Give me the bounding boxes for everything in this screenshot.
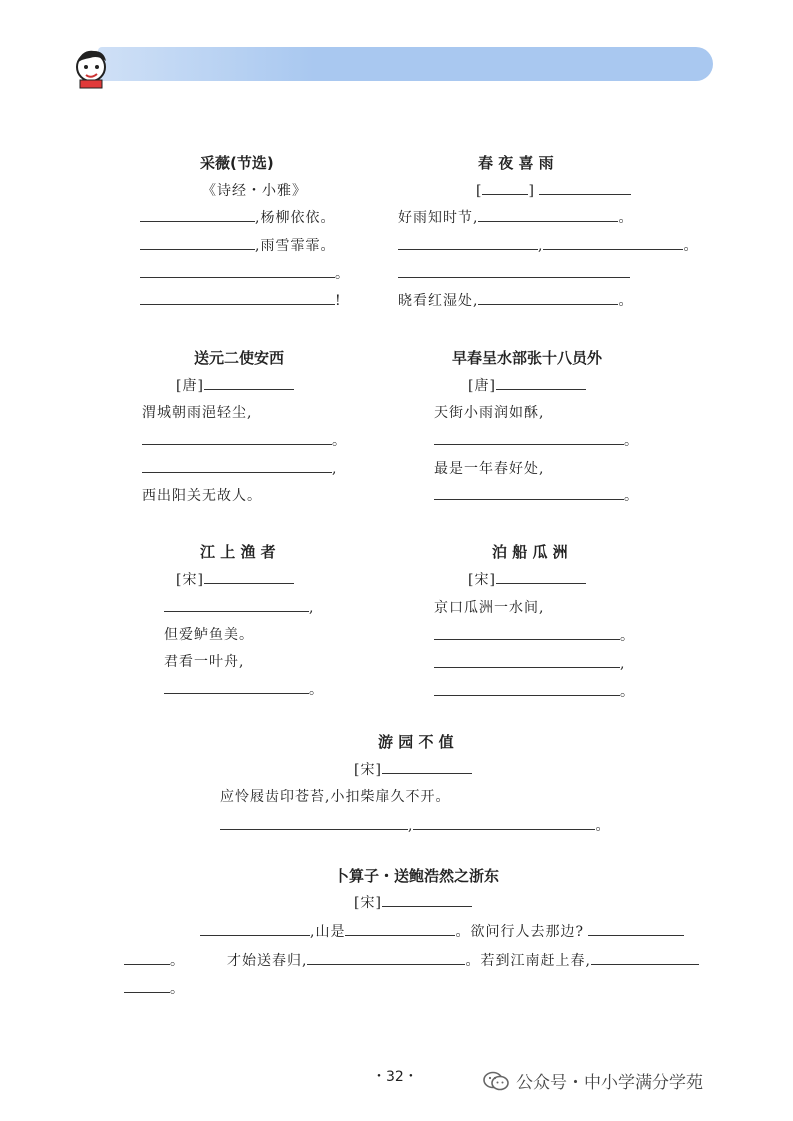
header-banner (70, 47, 713, 81)
page-number: ・32・ (372, 1069, 418, 1085)
poem-line: 。 (164, 679, 324, 699)
poem-author: [唐] (176, 375, 294, 395)
fill-blank[interactable] (140, 263, 335, 278)
boy-mascot-icon (70, 45, 114, 89)
fill-blank[interactable] (434, 681, 620, 696)
poem-line: , (164, 597, 314, 616)
poem-title: 送元二使安西 (194, 349, 285, 367)
poem-line: 。 (124, 978, 185, 998)
poem-line: 渭城朝雨浥轻尘, (142, 405, 253, 421)
poem-line: 京口瓜洲一水间, (434, 600, 545, 616)
fill-blank[interactable] (164, 597, 309, 612)
dynasty-blank[interactable] (482, 180, 528, 195)
author-blank[interactable] (496, 569, 586, 584)
fill-blank[interactable] (434, 430, 624, 445)
fill-blank[interactable] (478, 207, 618, 222)
poem-author: [宋] (354, 892, 472, 912)
poem-title: 早春呈水部张十八员外 (452, 349, 603, 367)
poem-line: ,山是 。欲问行人去那边? (200, 921, 684, 941)
poem-line: ,雨雪霏霏。 (140, 235, 335, 255)
poem-author: [宋] (468, 569, 586, 589)
fill-blank[interactable] (591, 950, 699, 965)
fill-blank[interactable] (140, 207, 255, 222)
fill-blank[interactable] (200, 921, 310, 936)
fill-blank[interactable] (543, 235, 683, 250)
poem-line: 最是一年春好处, (434, 461, 545, 477)
poem-line: , (434, 653, 625, 672)
poem-line: 但爱鲈鱼美。 (164, 627, 254, 643)
fill-blank[interactable] (413, 815, 595, 830)
fill-blank[interactable] (588, 921, 684, 936)
poem-line: 。 (140, 263, 350, 283)
poem-line: 。 (434, 625, 635, 645)
poem-line: 应怜屐齿印苍苔,小扣柴扉久不开。 (220, 789, 451, 805)
banner-bar (98, 47, 713, 81)
fill-blank[interactable] (345, 921, 455, 936)
poem-title: 采薇(节选) (200, 154, 274, 172)
poem-author: [唐] (468, 375, 586, 395)
poem-author: [宋] (176, 569, 294, 589)
poem-line: 。 (434, 681, 635, 701)
poem-author: 《诗经・小雅》 (202, 183, 307, 199)
poem-line: 。 (142, 430, 347, 450)
poem-line: 。 (434, 485, 639, 505)
fill-blank[interactable] (164, 679, 309, 694)
poem-title: 泊 船 瓜 洲 (492, 543, 568, 561)
poem-line: 君看一叶舟, (164, 654, 245, 670)
poem-author: [宋] (354, 759, 472, 779)
poem-line: 天街小雨润如酥, (434, 405, 545, 421)
poem-title: 江 上 渔 者 (200, 543, 276, 561)
watermark-text: 公众号・中小学满分学苑 (516, 1073, 703, 1093)
poem-line: ! (140, 290, 342, 309)
fill-blank[interactable] (307, 950, 465, 965)
fill-blank[interactable] (142, 458, 332, 473)
fill-blank[interactable] (220, 815, 408, 830)
poem-line (398, 263, 630, 282)
poem-title: 游 园 不 值 (378, 733, 454, 751)
fill-blank[interactable] (434, 625, 620, 640)
poem-title: 卜算子・送鲍浩然之浙东 (334, 867, 500, 885)
poem-line: 。 才始送春归, 。若到江南赶上春, (124, 950, 699, 970)
fill-blank[interactable] (398, 235, 538, 250)
fill-blank[interactable] (124, 978, 170, 993)
poem-line: , 。 (398, 235, 698, 255)
author-blank[interactable] (204, 375, 294, 390)
fill-blank[interactable] (142, 430, 332, 445)
poem-line: 好雨知时节, 。 (398, 207, 633, 227)
author-blank[interactable] (382, 759, 472, 774)
poem-author: [ ] (476, 180, 631, 199)
author-blank[interactable] (382, 892, 472, 907)
author-blank[interactable] (496, 375, 586, 390)
fill-blank[interactable] (478, 290, 618, 305)
fill-blank[interactable] (434, 653, 620, 668)
author-blank[interactable] (204, 569, 294, 584)
poem-line: 晓看红湿处, 。 (398, 290, 633, 310)
fill-blank[interactable] (124, 950, 170, 965)
poem-title: 春 夜 喜 雨 (478, 154, 554, 172)
watermark (482, 1068, 703, 1093)
fill-blank[interactable] (434, 485, 624, 500)
fill-blank[interactable] (398, 263, 630, 278)
poem-line: 西出阳关无故人。 (142, 488, 262, 504)
fill-blank[interactable] (140, 290, 335, 305)
poem-line: ,杨柳依依。 (140, 207, 335, 227)
fill-blank[interactable] (140, 235, 255, 250)
poem-line: , 。 (220, 815, 610, 835)
wechat-icon (482, 1070, 510, 1092)
poem-line: 。 (434, 430, 639, 450)
poem-line: , (142, 458, 337, 477)
author-blank[interactable] (539, 180, 631, 195)
